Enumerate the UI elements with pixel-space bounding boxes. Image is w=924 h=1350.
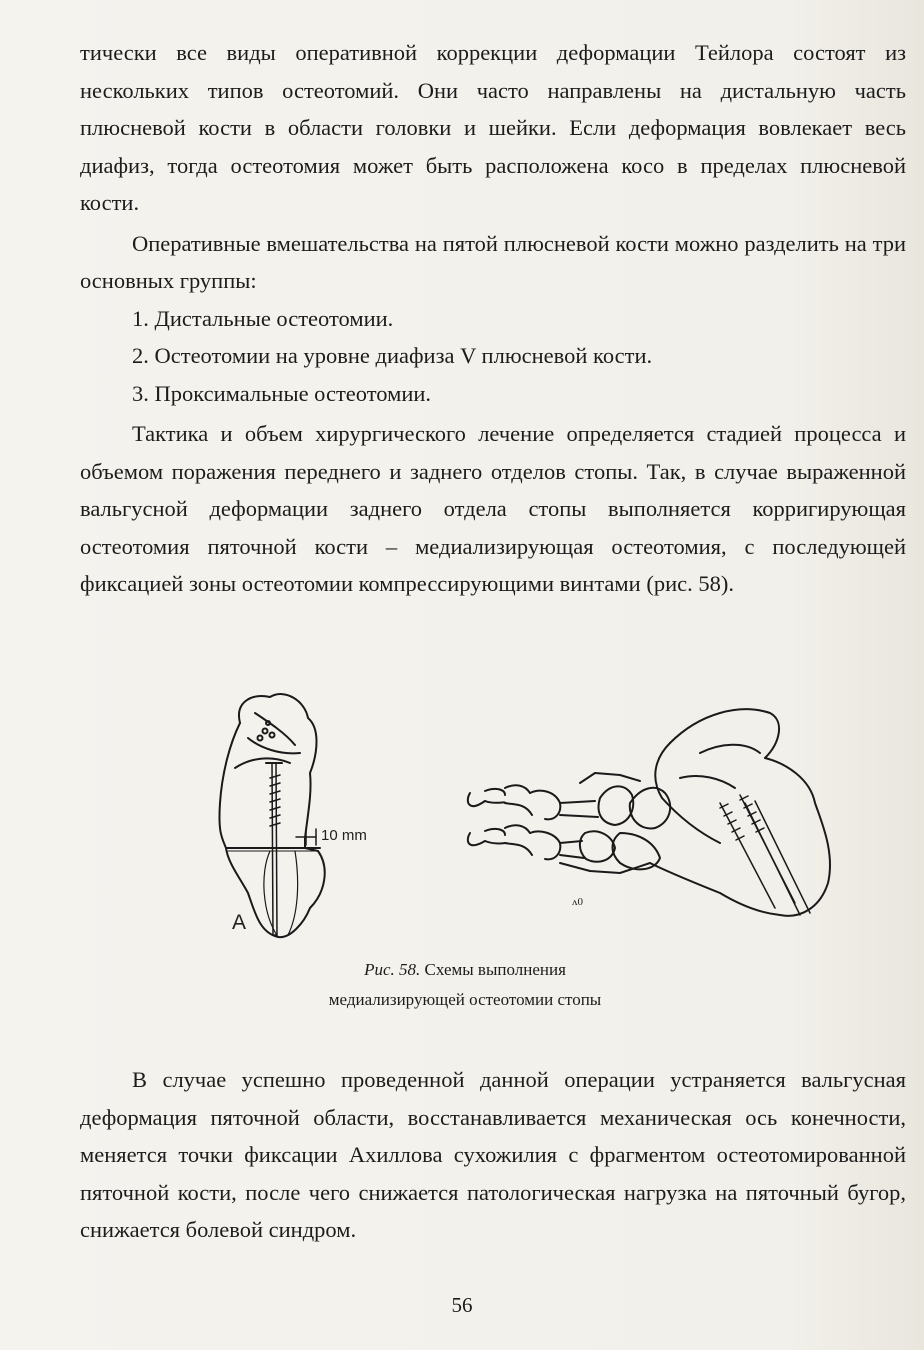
- paragraph-4: В случае успешно проведенной данной операции устраняется вальгусная деформация пяточной области, восстанавливается механическая ось конечности, меняется точки фиксации Ахиллова сухожилия с фрагментом остеотомированной пяточной кости, после чего снижается патологическая нагрузка на пяточный бугор, снижается болевой синдром.: [80, 1067, 906, 1242]
- caption-line-2: медиализирующей остеотомии стопы: [328, 990, 602, 1009]
- text-block-top: [80, 34, 906, 603]
- list-item-1: 1. Дистальные остеотомии.: [132, 305, 394, 331]
- page-number: 56: [451, 1293, 473, 1317]
- paragraph-1: тически все виды оперативной коррекции деформации Тейлора состоят из нескольких типов остеотомий. Они часто направлены на дистальную часть плюсневой кости в области головки и шейки. Если деформация вовлекает весь диафиз, тогда остеотомия может быть расположена косо в пределах плюсневой кости.: [80, 40, 906, 215]
- list-item-2: 2. Остеотомии на уровне диафиза V плюсневой кости.: [132, 343, 653, 368]
- list-item-3: 3. Проксимальные остеотомии.: [132, 380, 432, 406]
- figure-caption: [230, 955, 700, 1015]
- panel-a-calcaneus-drawing: [219, 694, 324, 937]
- osteotomy-illustration: [200, 683, 850, 948]
- text-block-bottom: [80, 1061, 906, 1249]
- caption-line-1: [230, 955, 700, 985]
- caption-figure-number: Рис. 58.: [364, 960, 421, 979]
- measurement-label: 10 mm: [321, 827, 367, 844]
- paragraph-3: Тактика и объем хирургического лечение определяется стадией процесса и объемом поражения переднего и заднего отделов стопы. Так, в случае выраженной вальгусной деформации заднего отдела стопы выполняется корригирующая остеотомия пяточной кости – медиализирующая остеотомия, с последующей фиксацией зоны остеотомии компрессирующими винтами (рис. 58).: [80, 421, 906, 596]
- paragraph-2: Оперативные вмешательства на пятой плюсневой кости можно разделить на три основных группы:: [80, 230, 906, 293]
- panel-b-foot-drawing: [468, 709, 830, 916]
- figure-58: [200, 683, 850, 948]
- caption-text-1: Схемы выполнения: [420, 960, 566, 979]
- artist-mark: ᴧ0: [572, 896, 583, 908]
- panel-a-label: A: [232, 911, 247, 934]
